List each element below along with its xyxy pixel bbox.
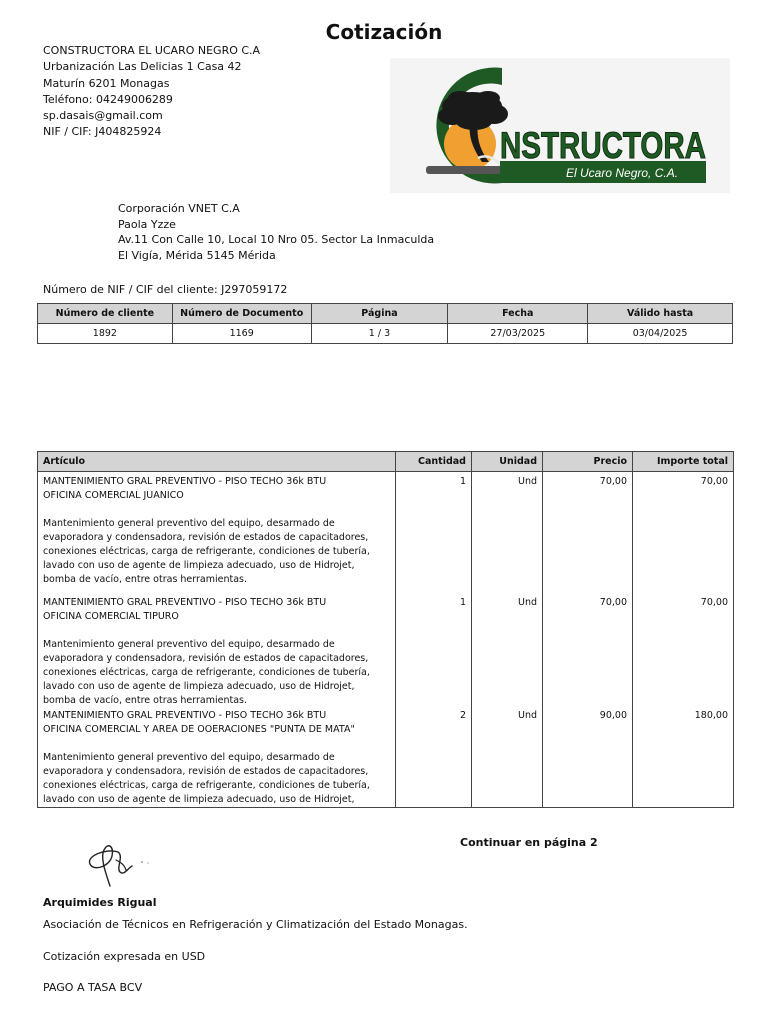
client-address-line2: El Vigía, Mérida 5145 Mérida bbox=[118, 248, 276, 262]
item-article bbox=[38, 595, 396, 708]
company-nif: NIF / CIF: J404825924 bbox=[43, 125, 162, 139]
item-subtitle: OFICINA COMERCIAL TIPURO bbox=[43, 611, 179, 622]
info-table-header-row bbox=[38, 304, 733, 324]
item-price: 90,00 bbox=[543, 708, 633, 808]
items-table-header-row bbox=[38, 452, 734, 472]
item-description-line: bomba de vacío, entre otras herramientas. bbox=[43, 695, 248, 706]
header-price: Precio bbox=[543, 452, 633, 472]
item-quantity: 1 bbox=[396, 472, 472, 596]
logo-text-main: NSTRUCTORA bbox=[500, 125, 706, 166]
company-phone: Teléfono: 04249006289 bbox=[43, 92, 173, 106]
item-description-line: Mantenimiento general preventivo del equipo, desarmado de bbox=[43, 639, 335, 650]
company-info bbox=[43, 43, 260, 141]
item-description-line: evaporadora y condensadora, revisión de estados de capacitadores, bbox=[43, 653, 369, 664]
signer-name: Arquimides Rigual bbox=[43, 896, 157, 909]
header-total: Importe total bbox=[633, 452, 734, 472]
value-page: 1 / 3 bbox=[311, 324, 448, 344]
header-document-number: Número de Documento bbox=[172, 304, 311, 324]
item-price: 70,00 bbox=[543, 595, 633, 708]
client-name: Corporación VNET C.A bbox=[118, 202, 240, 215]
item-price: 70,00 bbox=[543, 472, 633, 596]
header-article: Artículo bbox=[38, 452, 396, 472]
company-email: sp.dasais@gmail.com bbox=[43, 109, 163, 123]
continue-page-note: Continuar en página 2 bbox=[460, 836, 598, 849]
items-table bbox=[37, 451, 734, 808]
company-logo bbox=[390, 58, 730, 193]
company-address-line1: Urbanización Las Delicias 1 Casa 42 bbox=[43, 60, 242, 74]
client-nif: Número de NIF / CIF del cliente: J297059172 bbox=[43, 283, 288, 296]
item-description-line: evaporadora y condensadora, revisión de estados de capacitadores, bbox=[43, 532, 369, 543]
item-title: MANTENIMIENTO GRAL PREVENTIVO - PISO TECHO 36k BTU bbox=[43, 710, 327, 721]
company-name: CONSTRUCTORA EL UCARO NEGRO C.A bbox=[43, 44, 261, 57]
item-title: MANTENIMIENTO GRAL PREVENTIVO - PISO TECHO 36k BTU bbox=[43, 597, 327, 608]
item-article bbox=[38, 708, 396, 808]
document-title: Cotización bbox=[325, 20, 443, 44]
header-date: Fecha bbox=[448, 304, 588, 324]
item-description-line: conexiones eléctricas, carga de refrigerante, condiciones de tubería, bbox=[43, 667, 370, 678]
item-description-line: Mantenimiento general preventivo del equipo, desarmado de bbox=[43, 518, 335, 529]
association-name: Asociación de Técnicos en Refrigeración y Climatización del Estado Monagas. bbox=[43, 918, 468, 931]
client-address-line1: Av.11 Con Calle 10, Local 10 Nro 05. Sector La Inmaculda bbox=[118, 233, 435, 247]
item-subtitle: OFICINA COMERCIAL JUANICO bbox=[43, 490, 184, 501]
info-table-value-row bbox=[38, 324, 733, 344]
signature-image bbox=[80, 838, 160, 890]
item-quantity: 2 bbox=[396, 708, 472, 808]
logo-text-sub: El Ucaro Negro, C.A. bbox=[566, 166, 679, 180]
item-quantity: 1 bbox=[396, 595, 472, 708]
item-title: MANTENIMIENTO GRAL PREVENTIVO - PISO TECHO 36k BTU bbox=[43, 476, 327, 487]
item-unit: Und bbox=[472, 708, 543, 808]
header-unit: Unidad bbox=[472, 452, 543, 472]
value-valid-until: 03/04/2025 bbox=[588, 324, 733, 344]
item-total: 70,00 bbox=[633, 595, 734, 708]
item-description-line: conexiones eléctricas, carga de refrigerante, condiciones de tubería, bbox=[43, 546, 370, 557]
header-page: Página bbox=[311, 304, 448, 324]
value-date: 27/03/2025 bbox=[448, 324, 588, 344]
item-description-line: Mantenimiento general preventivo del equipo, desarmado de bbox=[43, 752, 335, 763]
item-description-line: lavado con uso de agente de limpieza adecuado, uso de Hidrojet, bbox=[43, 681, 355, 692]
item-description-line: bomba de vacío, entre otras herramientas. bbox=[43, 574, 248, 585]
item-description-line: lavado con uso de agente de limpieza adecuado, uso de Hidrojet, bbox=[43, 794, 355, 805]
item-unit: Und bbox=[472, 595, 543, 708]
item-article bbox=[38, 472, 396, 596]
payment-note: PAGO A TASA BCV bbox=[43, 981, 143, 994]
client-info bbox=[118, 201, 434, 263]
document-info-table bbox=[37, 303, 733, 344]
table-row bbox=[38, 595, 734, 708]
table-row bbox=[38, 708, 734, 808]
item-subtitle: OFICINA COMERCIAL Y AREA DE OOERACIONES "PUNTA DE MATA" bbox=[43, 724, 355, 735]
item-description-line: conexiones eléctricas, carga de refrigerante, condiciones de tubería, bbox=[43, 780, 370, 791]
header-valid-until: Válido hasta bbox=[588, 304, 733, 324]
item-unit: Und bbox=[472, 472, 543, 596]
item-total: 180,00 bbox=[633, 708, 734, 808]
header-quantity: Cantidad bbox=[396, 452, 472, 472]
value-document-number: 1169 bbox=[172, 324, 311, 344]
item-description-line: evaporadora y condensadora, revisión de estados de capacitadores, bbox=[43, 766, 369, 777]
item-description-line: lavado con uso de agente de limpieza adecuado, uso de Hidrojet, bbox=[43, 560, 355, 571]
value-client-number: 1892 bbox=[38, 324, 173, 344]
currency-note: Cotización expresada en USD bbox=[43, 950, 206, 963]
item-total: 70,00 bbox=[633, 472, 734, 596]
company-address-line2: Maturín 6201 Monagas bbox=[43, 76, 170, 90]
header-client-number: Número de cliente bbox=[38, 304, 173, 324]
client-contact: Paola Yzze bbox=[118, 217, 176, 231]
table-row bbox=[38, 472, 734, 596]
